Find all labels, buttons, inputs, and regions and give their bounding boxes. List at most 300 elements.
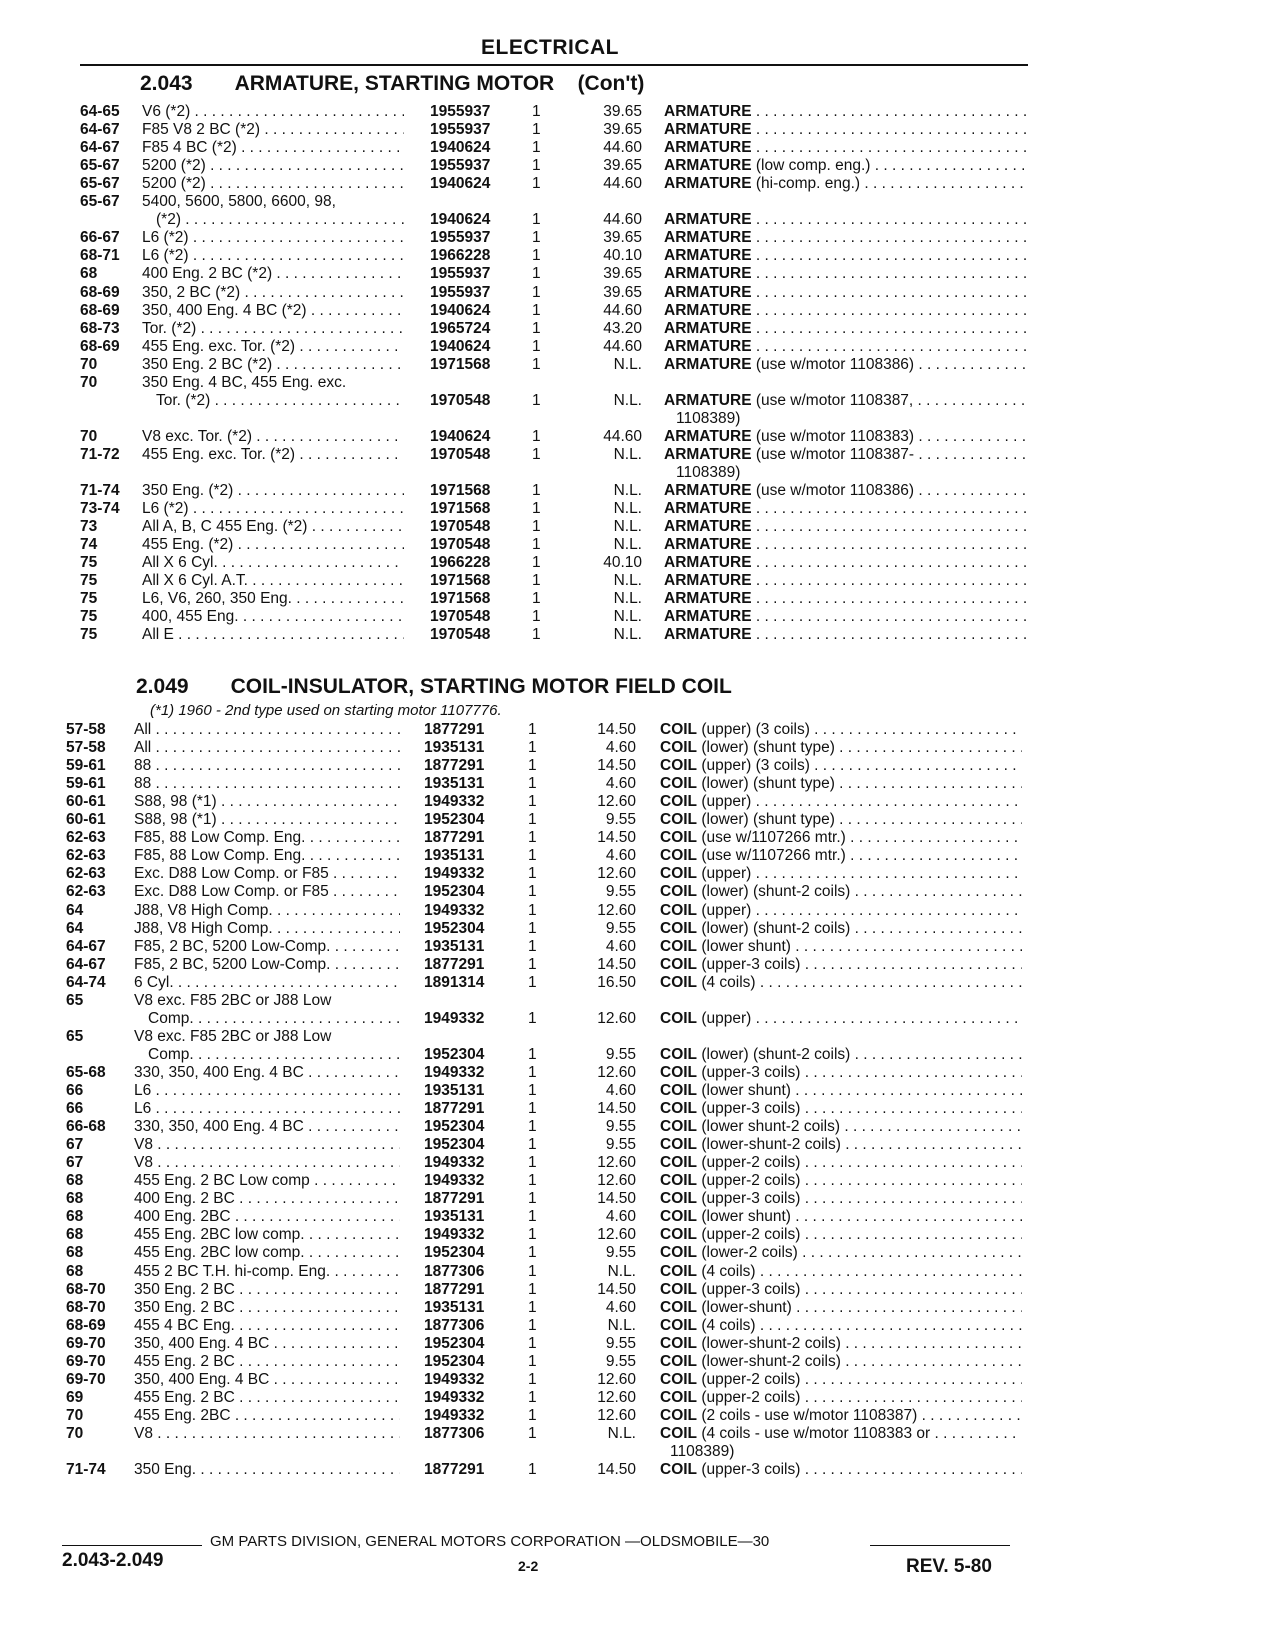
part-name: ARMATURE — [664, 590, 752, 608]
part-name: COIL — [660, 883, 698, 901]
parts-row — [0, 1298, 1280, 1318]
quantity: 1 — [532, 265, 541, 283]
model-years: 60-61 — [66, 811, 106, 829]
model-years: 64 — [66, 901, 84, 919]
part-number: 1970548 — [430, 518, 491, 536]
part-number: 1970548 — [430, 608, 491, 626]
quantity: 1 — [532, 518, 541, 536]
quantity: 1 — [532, 608, 541, 626]
parts-row — [0, 625, 1280, 645]
part-name: ARMATURE — [664, 139, 752, 157]
model-years: 68-71 — [80, 247, 120, 265]
parts-row — [0, 882, 1280, 902]
list-price: 16.50 — [597, 973, 636, 991]
quantity: 1 — [528, 721, 537, 738]
part-number: 1971568 — [430, 500, 491, 518]
application: 350, 2 BC (*2) . . . — [142, 283, 404, 302]
quantity: 1 — [528, 1009, 537, 1027]
part-number: 1940624 — [430, 427, 491, 445]
application: Comp. . . . — [148, 1009, 400, 1028]
section-2049-title — [136, 675, 732, 699]
part-number: 1955937 — [430, 283, 491, 301]
parts-row — [0, 319, 1280, 339]
application: 455 2 BC T.H. hi-comp. Eng. . . . — [134, 1262, 400, 1281]
part-name: ARMATURE — [664, 337, 752, 355]
application: 6 Cyl. . . . — [134, 973, 400, 992]
description-continuation: 1108389) — [670, 1443, 735, 1460]
quantity: 1 — [532, 283, 541, 301]
part-detail: (use w/motor 1108386) — [751, 355, 915, 373]
part-name: ARMATURE — [664, 301, 752, 319]
application: 455 Eng. exc. Tor. (*2) . . . — [142, 445, 404, 464]
parts-row — [0, 264, 1280, 284]
model-years: 75 — [80, 590, 98, 608]
parts-row — [0, 1243, 1280, 1263]
application: All . . . — [134, 720, 400, 739]
model-years: 65-67 — [80, 157, 120, 175]
list-price: 9.55 — [605, 1334, 636, 1352]
part-detail: (upper-3 coils) — [697, 1100, 801, 1118]
part-name: COIL — [660, 1118, 698, 1136]
part-number: 1952304 — [424, 811, 485, 829]
part-name: ARMATURE — [664, 319, 752, 337]
list-price: N.L. — [613, 482, 642, 500]
model-years: 71-72 — [80, 445, 120, 463]
parts-row — [0, 228, 1280, 248]
model-years: 59-61 — [66, 757, 106, 775]
parts-row — [0, 1027, 1280, 1047]
part-number: 1955937 — [430, 103, 491, 120]
section-2043-title — [140, 72, 644, 96]
list-price: 39.65 — [603, 265, 642, 283]
part-detail: (use w/motor 1108386) — [751, 482, 915, 500]
parts-row — [0, 774, 1280, 794]
part-number: 1949332 — [424, 1406, 485, 1424]
part-detail: (lower) (shunt type) — [697, 775, 835, 793]
part-name: COIL — [660, 1352, 698, 1370]
part-description — [664, 102, 1026, 121]
part-number: 1877306 — [424, 1262, 485, 1280]
part-detail: (upper) — [697, 793, 752, 811]
part-detail: (lower-shunt-2 coils) — [697, 1334, 841, 1352]
quantity: 1 — [528, 973, 537, 991]
part-description — [664, 337, 1026, 356]
part-description — [660, 1207, 1022, 1226]
part-detail: (upper-2 coils) — [697, 1172, 801, 1190]
part-description — [664, 228, 1026, 247]
part-name: ARMATURE — [664, 175, 752, 193]
parts-row — [0, 864, 1280, 884]
part-name: ARMATURE — [664, 572, 752, 590]
model-years: 57-58 — [66, 739, 106, 757]
parts-row — [0, 535, 1280, 555]
part-name: COIL — [660, 1063, 698, 1081]
quantity: 1 — [528, 1244, 537, 1262]
part-name: COIL — [660, 739, 698, 757]
part-description — [664, 319, 1026, 338]
parts-row — [0, 828, 1280, 848]
part-number: 1965724 — [430, 319, 491, 337]
part-number: 1877291 — [424, 1461, 485, 1479]
part-description — [660, 1099, 1022, 1118]
model-years: 64-67 — [66, 937, 106, 955]
part-name: COIL — [660, 955, 698, 973]
part-description — [660, 973, 1022, 992]
quantity: 1 — [528, 847, 537, 865]
part-name: ARMATURE — [664, 211, 752, 229]
part-detail: (upper) (3 coils) — [697, 721, 810, 738]
model-years: 68-69 — [66, 1316, 106, 1334]
model-years: 70 — [80, 373, 98, 391]
part-name: COIL — [660, 811, 698, 829]
application: 455 4 BC Eng. . . . — [134, 1316, 400, 1335]
quantity: 1 — [532, 391, 541, 409]
quantity: 1 — [528, 1100, 537, 1118]
model-years: 69-70 — [66, 1370, 106, 1388]
part-detail: (upper-3 coils) — [697, 1063, 801, 1081]
quantity: 1 — [528, 1045, 537, 1063]
list-price: 44.60 — [603, 139, 642, 157]
part-description — [664, 156, 1026, 175]
header-rule — [80, 64, 1028, 66]
application: 350 Eng. 4 BC, 455 Eng. exc. — [142, 373, 347, 391]
part-name: ARMATURE — [664, 427, 752, 445]
list-price: 9.55 — [605, 1045, 636, 1063]
part-name: ARMATURE — [664, 391, 752, 409]
application: All A, B, C 455 Eng. (*2) . . . — [142, 517, 404, 536]
part-description — [660, 1316, 1022, 1335]
part-description — [660, 1063, 1022, 1082]
part-number: 1877291 — [424, 1100, 485, 1118]
part-detail: (lower shunt) — [697, 1082, 791, 1099]
part-number: 1955937 — [430, 229, 491, 247]
list-price: 44.60 — [603, 175, 642, 193]
part-number: 1952304 — [424, 1352, 485, 1370]
part-name: COIL — [660, 1190, 698, 1208]
model-years: 73 — [80, 518, 98, 536]
part-description — [660, 1153, 1022, 1172]
part-name: COIL — [660, 1461, 698, 1479]
parts-row — [0, 355, 1280, 375]
quantity: 1 — [532, 103, 541, 120]
part-number: 1970548 — [430, 445, 491, 463]
list-price: 9.55 — [605, 1136, 636, 1154]
part-detail: (lower) (shunt-2 coils) — [697, 883, 851, 901]
quantity: 1 — [532, 500, 541, 518]
part-detail: (4 coils) — [697, 1262, 756, 1280]
part-detail: (upper) — [697, 865, 752, 883]
list-price: 9.55 — [605, 811, 636, 829]
application: 455 Eng. 2BC . . . — [134, 1406, 400, 1425]
parts-row — [0, 1406, 1280, 1426]
list-price: N.L. — [607, 1262, 636, 1280]
part-number: 1949332 — [424, 901, 485, 919]
quantity: 1 — [528, 739, 537, 757]
list-price: 12.60 — [597, 1226, 636, 1244]
part-description — [660, 1225, 1022, 1244]
parts-row — [0, 1262, 1280, 1282]
part-name: ARMATURE — [664, 157, 752, 175]
part-name: ARMATURE — [664, 121, 752, 139]
list-price: 4.60 — [605, 937, 636, 955]
part-number: 1952304 — [424, 1244, 485, 1262]
part-description — [664, 264, 1026, 283]
model-years: 62-63 — [66, 865, 106, 883]
parts-row — [0, 991, 1280, 1011]
part-number: 1877291 — [424, 829, 485, 847]
quantity: 1 — [528, 937, 537, 955]
part-number: 1955937 — [430, 265, 491, 283]
parts-row — [0, 1460, 1280, 1480]
model-years: 69-70 — [66, 1334, 106, 1352]
application: L6 . . . — [134, 1081, 400, 1100]
list-price: 39.65 — [603, 103, 642, 120]
application: 455 Eng. 2BC low comp. . . . — [134, 1243, 400, 1262]
part-description — [664, 553, 1026, 572]
list-price: 14.50 — [597, 955, 636, 973]
parts-row — [0, 210, 1280, 230]
application: L6 (*2) . . . — [142, 246, 404, 265]
part-description — [660, 1334, 1022, 1353]
part-detail: (lower shunt) — [697, 1208, 791, 1226]
section-number: 2.043 — [140, 72, 193, 95]
part-detail: (upper) (3 coils) — [697, 757, 810, 775]
application: 455 Eng. (*2) . . . — [142, 535, 404, 554]
part-number: 1940624 — [430, 337, 491, 355]
part-number: 1971568 — [430, 355, 491, 373]
quantity: 1 — [528, 775, 537, 793]
page-header-title: ELECTRICAL — [481, 36, 619, 59]
parts-row — [0, 1081, 1280, 1101]
list-price: N.L. — [607, 1316, 636, 1334]
application: Tor. (*2) . . . — [156, 391, 404, 410]
footer-page-number: 2-2 — [518, 1558, 539, 1574]
model-years: 68-69 — [80, 301, 120, 319]
part-number: 1971568 — [430, 590, 491, 608]
part-number: 1949332 — [424, 793, 485, 811]
part-description — [660, 1406, 1022, 1425]
part-detail: (use w/1107266 mtr.) — [697, 829, 846, 847]
part-description — [660, 792, 1022, 811]
model-years: 68 — [66, 1190, 84, 1208]
section-name: ARMATURE, STARTING MOTOR — [234, 72, 555, 95]
part-description — [664, 571, 1026, 590]
footer-publisher: GM PARTS DIVISION, GENERAL MOTORS CORPORATION —OLDSMOBILE—30 — [210, 1533, 770, 1550]
model-years: 74 — [80, 536, 98, 554]
parts-row — [0, 192, 1280, 212]
parts-row — [0, 901, 1280, 921]
parts-row — [0, 1099, 1280, 1119]
part-number: 1935131 — [424, 847, 485, 865]
application: 455 Eng. exc. Tor. (*2) . . . — [142, 337, 404, 356]
model-years: 68-73 — [80, 319, 120, 337]
part-description — [660, 810, 1022, 829]
parts-row — [0, 1135, 1280, 1155]
part-detail: (lower) (shunt-2 coils) — [697, 1045, 851, 1063]
part-detail: (lower) (shunt-2 coils) — [697, 919, 851, 937]
quantity: 1 — [532, 247, 541, 265]
application: V8 exc. F85 2BC or J88 Low — [134, 991, 332, 1009]
list-price: 12.60 — [597, 793, 636, 811]
part-detail: (upper-3 coils) — [697, 1190, 801, 1208]
application: 455 Eng. 2BC low comp. . . . — [134, 1225, 400, 1244]
application: 455 Eng. 2 BC . . . — [134, 1352, 400, 1371]
part-description — [660, 1352, 1022, 1371]
quantity: 1 — [528, 1352, 537, 1370]
part-detail: (lower shunt-2 coils) — [697, 1118, 841, 1136]
quantity: 1 — [528, 1298, 537, 1316]
application: 5200 (*2) . . . — [142, 156, 404, 175]
application: J88, V8 High Comp. . . . — [134, 901, 400, 920]
list-price: 4.60 — [605, 847, 636, 865]
part-description — [664, 589, 1026, 608]
quantity: 1 — [528, 1190, 537, 1208]
list-price: 9.55 — [605, 1118, 636, 1136]
part-number: 1952304 — [424, 1045, 485, 1063]
parts-row — [0, 1189, 1280, 1209]
part-number: 1952304 — [424, 919, 485, 937]
part-number: 1952304 — [424, 1118, 485, 1136]
list-price: 12.60 — [597, 1009, 636, 1027]
quantity: 1 — [528, 901, 537, 919]
quantity: 1 — [532, 427, 541, 445]
application: Comp. . . . — [148, 1045, 400, 1064]
parts-row — [0, 138, 1280, 158]
application: F85 4 BC (*2) . . . — [142, 138, 404, 157]
part-detail: (lower-shunt-2 coils) — [697, 1352, 841, 1370]
list-price: 40.10 — [603, 554, 642, 572]
part-description — [660, 1243, 1022, 1262]
parts-row — [0, 1225, 1280, 1245]
part-number: 1891314 — [424, 973, 485, 991]
part-detail: (4 coils) — [697, 1316, 756, 1334]
quantity: 1 — [532, 626, 541, 644]
part-name: COIL — [660, 1009, 698, 1027]
list-price: 44.60 — [603, 301, 642, 319]
application: 350, 400 Eng. 4 BC . . . — [134, 1370, 400, 1389]
list-price: N.L. — [613, 608, 642, 626]
parts-row — [0, 481, 1280, 501]
parts-row — [0, 1207, 1280, 1227]
application: 400 Eng. 2 BC . . . — [134, 1189, 400, 1208]
quantity: 1 — [528, 1406, 537, 1424]
part-name: ARMATURE — [664, 283, 752, 301]
part-number: 1952304 — [424, 1334, 485, 1352]
part-name: ARMATURE — [664, 482, 752, 500]
application: F85, 88 Low Comp. Eng. . . . — [134, 846, 400, 865]
quantity: 1 — [532, 337, 541, 355]
model-years: 59-61 — [66, 775, 106, 793]
list-price: 14.50 — [597, 1190, 636, 1208]
part-number: 1949332 — [424, 1226, 485, 1244]
footer-section-code: 2.043-2.049 — [62, 1550, 164, 1571]
model-years: 70 — [66, 1406, 84, 1424]
part-description — [664, 607, 1026, 626]
parts-row — [0, 1063, 1280, 1083]
quantity: 1 — [532, 355, 541, 373]
model-years: 64-74 — [66, 973, 106, 991]
application: 455 Eng. 2 BC Low comp . . . — [134, 1171, 400, 1190]
parts-row — [0, 283, 1280, 303]
parts-row — [0, 391, 1280, 411]
model-years: 65-67 — [80, 193, 120, 211]
parts-row — [0, 919, 1280, 939]
list-price: 39.65 — [603, 229, 642, 247]
part-description — [664, 427, 1026, 446]
list-price: N.L. — [613, 445, 642, 463]
part-detail: (low comp. eng.) — [751, 157, 871, 175]
quantity: 1 — [532, 229, 541, 247]
part-number: 1935131 — [424, 775, 485, 793]
part-description — [660, 738, 1022, 757]
part-number: 1952304 — [424, 1136, 485, 1154]
list-price: 4.60 — [605, 1208, 636, 1226]
list-price: N.L. — [613, 500, 642, 518]
part-name: COIL — [660, 919, 698, 937]
part-name: ARMATURE — [664, 445, 752, 463]
list-price: 9.55 — [605, 883, 636, 901]
part-name: COIL — [660, 829, 698, 847]
part-name: COIL — [660, 1280, 698, 1298]
quantity: 1 — [528, 1226, 537, 1244]
part-detail: (lower-2 coils) — [697, 1244, 798, 1262]
application: 455 Eng. 2 BC . . . — [134, 1388, 400, 1407]
part-number: 1877306 — [424, 1424, 485, 1442]
part-name: COIL — [660, 1136, 698, 1154]
part-number: 1966228 — [430, 247, 491, 265]
part-detail: (4 coils) — [697, 973, 756, 991]
part-detail: (2 coils - use w/motor 1108387) — [697, 1406, 918, 1424]
application: 350 Eng. . . . — [134, 1460, 400, 1479]
parts-row — [0, 973, 1280, 993]
part-name: ARMATURE — [664, 608, 752, 626]
quantity: 1 — [528, 811, 537, 829]
list-price: 44.60 — [603, 211, 642, 229]
part-description — [660, 720, 1022, 739]
model-years: 67 — [66, 1136, 84, 1154]
list-price: 39.65 — [603, 121, 642, 139]
part-description — [660, 1189, 1022, 1208]
part-description — [664, 625, 1026, 644]
part-name: COIL — [660, 775, 698, 793]
model-years: 70 — [80, 427, 98, 445]
part-description — [664, 499, 1026, 518]
quantity: 1 — [532, 301, 541, 319]
part-detail: (4 coils - use w/motor 1108383 or — [697, 1424, 931, 1442]
quantity: 1 — [528, 1082, 537, 1099]
quantity: 1 — [532, 175, 541, 193]
parts-row — [0, 607, 1280, 627]
part-description — [660, 901, 1022, 920]
part-name: COIL — [660, 1172, 698, 1190]
model-years: 68 — [66, 1208, 84, 1226]
model-years: 68 — [66, 1226, 84, 1244]
model-years: 65 — [66, 991, 84, 1009]
quantity: 1 — [532, 590, 541, 608]
description-continuation: 1108389) — [676, 409, 741, 427]
model-years: 64-67 — [80, 121, 120, 139]
quantity: 1 — [532, 139, 541, 157]
parts-row — [0, 1442, 1280, 1462]
part-detail: (upper) — [697, 901, 752, 919]
part-name: COIL — [660, 1244, 698, 1262]
part-description — [664, 355, 1026, 374]
quantity: 1 — [528, 1424, 537, 1442]
quantity: 1 — [528, 757, 537, 775]
quantity: 1 — [532, 482, 541, 500]
list-price: 14.50 — [597, 1280, 636, 1298]
application: V8 . . . — [134, 1153, 400, 1172]
